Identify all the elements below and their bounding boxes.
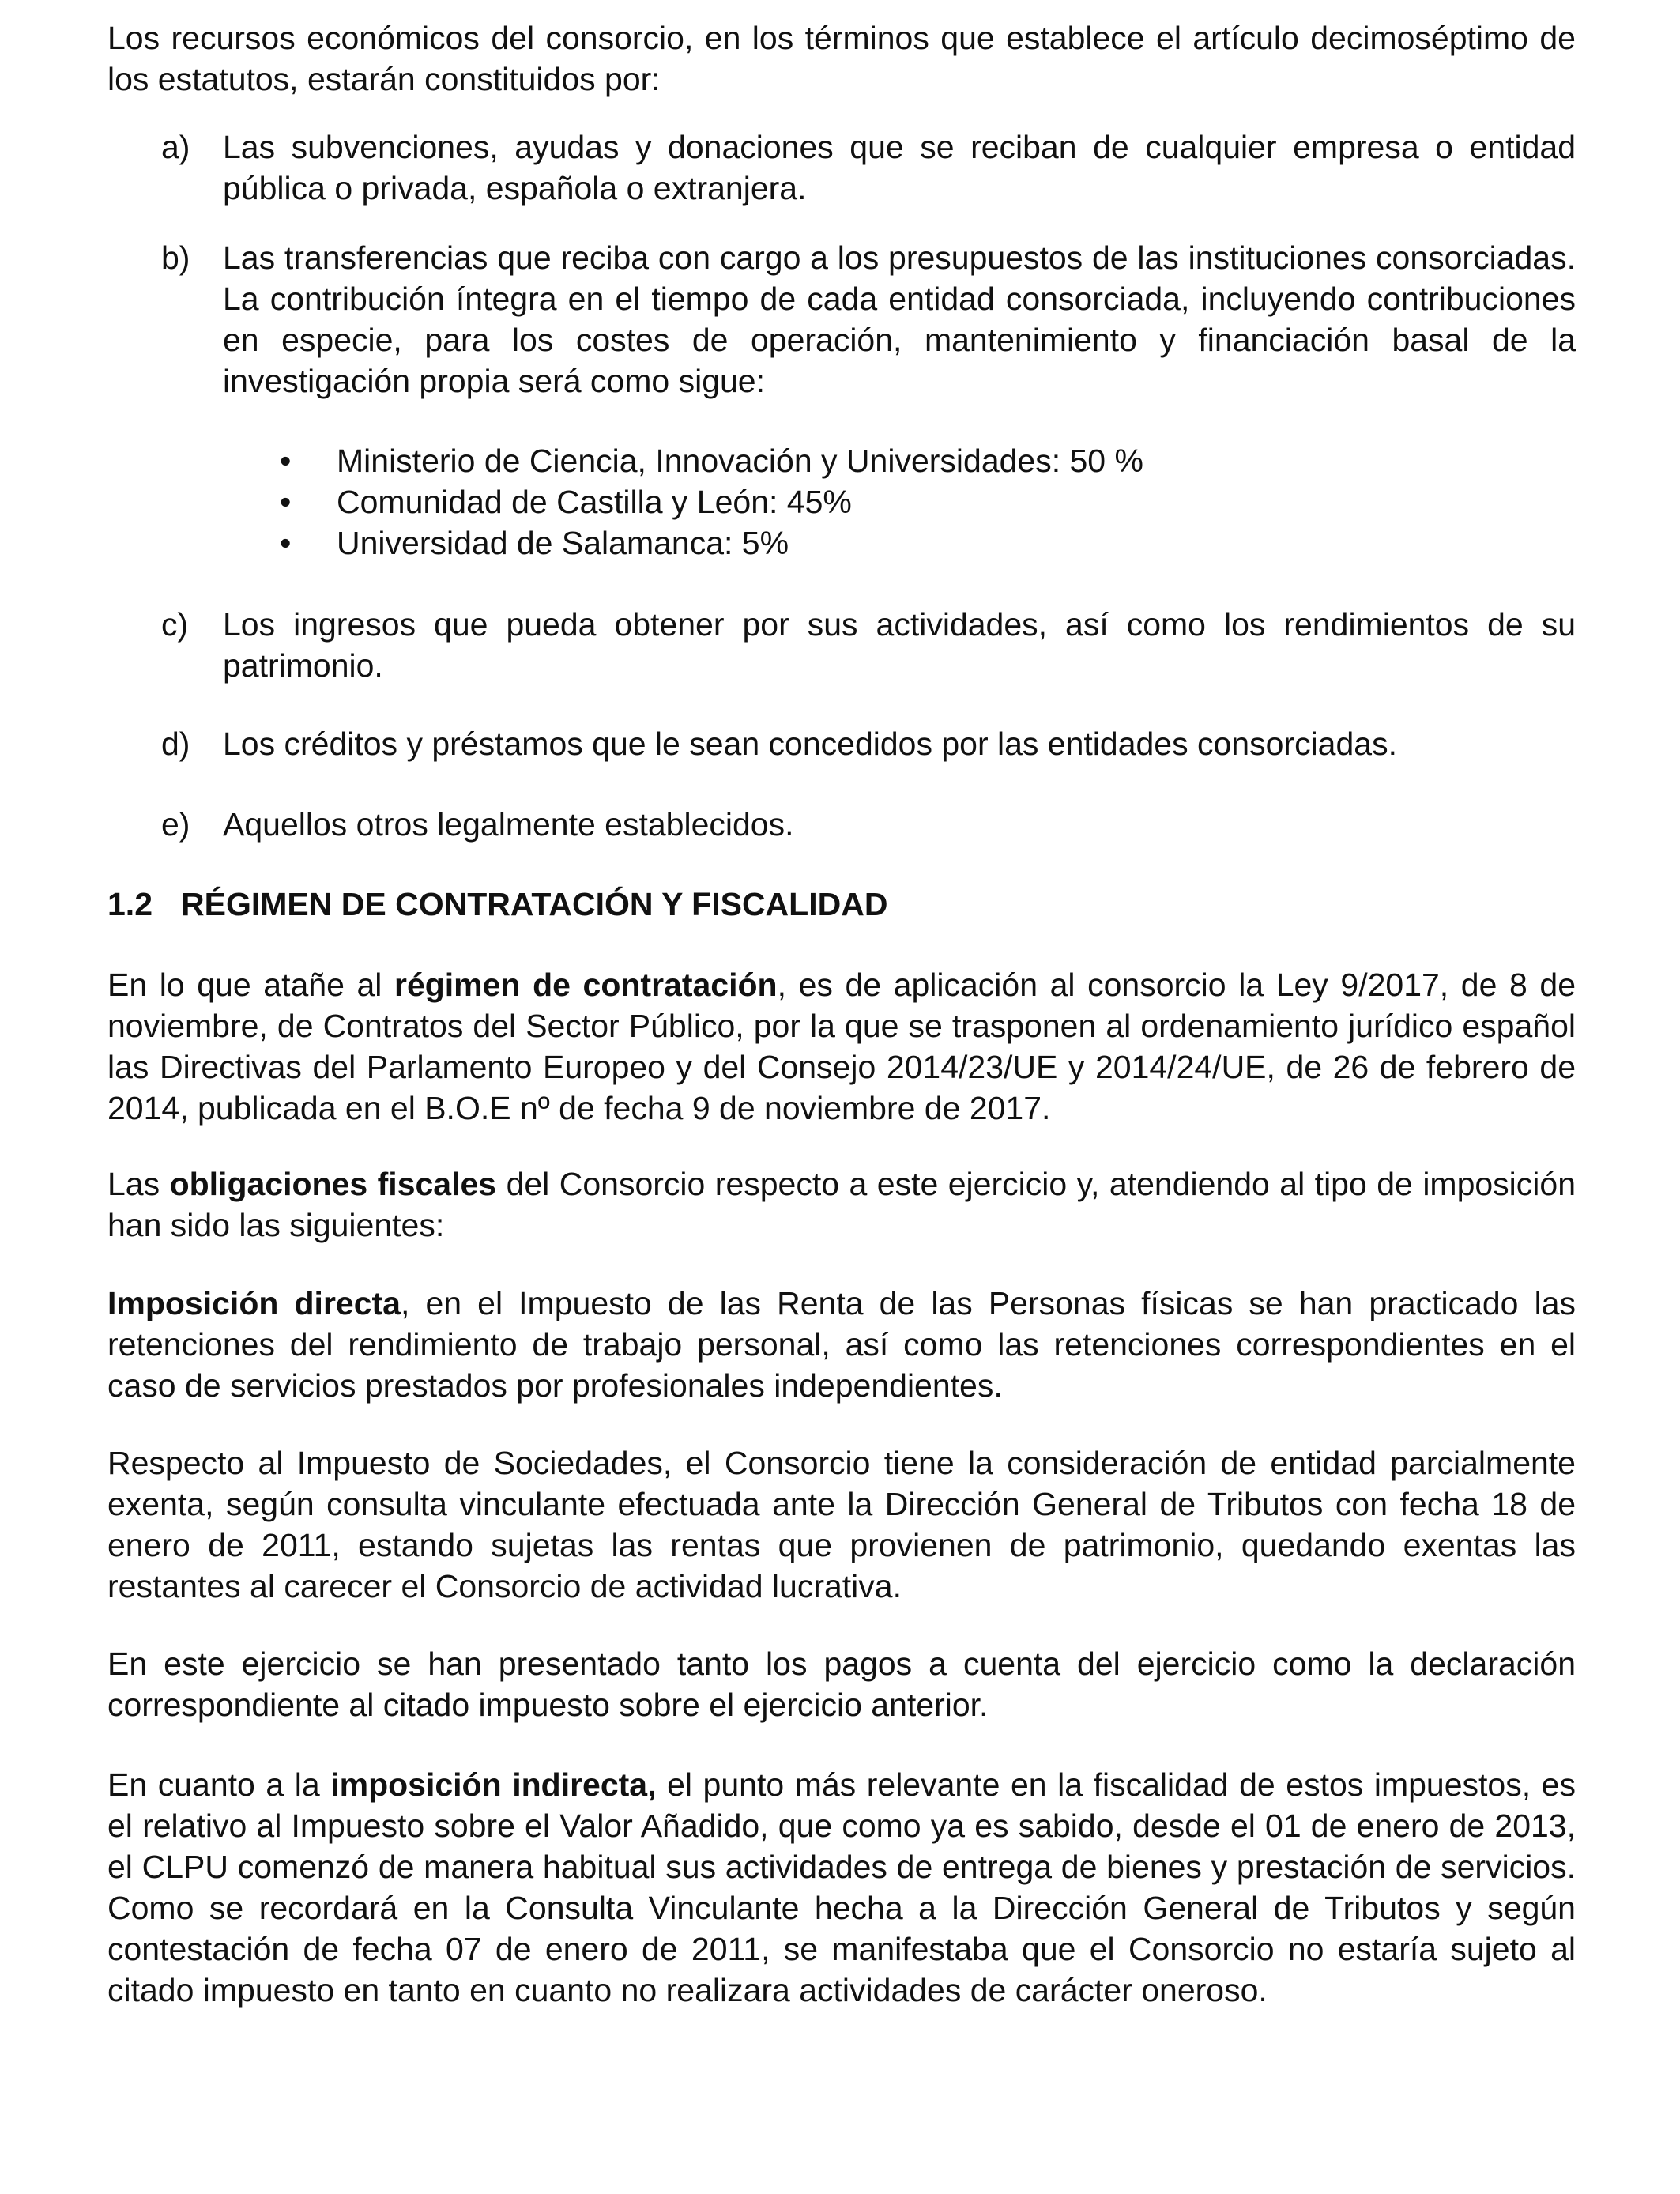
section-title: RÉGIMEN DE CONTRATACIÓN Y FISCALIDAD	[181, 886, 888, 922]
contribution-list	[107, 440, 1576, 564]
list-item-c	[107, 604, 1576, 686]
bold-term: Imposición directa	[107, 1285, 401, 1321]
list-item-text: Las subvenciones, ayudas y donaciones que se reciban de cualquier empresa o entidad pública o privada, española o extranjera.	[223, 129, 1576, 206]
section-number: 1.2	[107, 886, 153, 922]
contribution-item	[107, 481, 1576, 522]
bullet-icon: •	[280, 525, 292, 561]
ejercicio-paragraph: En este ejercicio se han presentado tanto los pagos a cuenta del ejercicio como la declaración correspondiente al citado impuesto sobre el ejercicio anterior.	[107, 1646, 1576, 1723]
list-marker: d)	[161, 726, 190, 762]
section-heading	[107, 884, 1576, 925]
contribution-text: Universidad de Salamanca: 5%	[337, 525, 789, 561]
bold-term: régimen de contratación	[394, 967, 778, 1003]
intro-paragraph: Los recursos económicos del consorcio, en los términos que establece el artículo decimoséptimo de los estatutos, estarán constituidos por:	[107, 20, 1576, 97]
text-run: En cuanto a la	[107, 1766, 331, 1803]
contribution-item	[107, 522, 1576, 564]
bullet-icon: •	[280, 484, 292, 520]
list-marker: b)	[161, 239, 190, 276]
list-item-a	[107, 126, 1576, 209]
text-run: , en el Impuesto de las Renta de las Personas físicas se han practicado las retenciones del rendimiento de trabajo personal, así como las retenciones correspondientes en el caso de servicios prestados por profesionales independientes.	[107, 1285, 1576, 1404]
bold-term: obligaciones fiscales	[169, 1166, 497, 1202]
bullet-icon: •	[280, 443, 292, 479]
indirecta-paragraph	[107, 1764, 1576, 2011]
directa-paragraph	[107, 1283, 1576, 1406]
contribution-item	[107, 440, 1576, 481]
bold-term: imposición indirecta,	[330, 1766, 657, 1803]
contratacion-paragraph	[107, 964, 1576, 1129]
list-item-text: Las transferencias que reciba con cargo a los presupuestos de las instituciones consorciadas. La contribución íntegra en el tiempo de cada entidad consorciada, incluyendo contribuciones en especie, para los costes de operación, mantenimiento y financiación basal de la investigación propia será como sigue:	[223, 239, 1576, 399]
text-run: , es de aplicación al consorcio la Ley 9/2017, de 8 de noviembre, de Contratos del Sector Público, por la que se trasponen al ordenamiento jurídico español las Directivas del Parlamento Europeo y del Consejo 2014/23/UE y 2014/24/UE, de 26 de febrero de 2014, publicada en el B.O.E nº de fecha 9 de noviembre de 2017.	[107, 967, 1576, 1126]
text-run: el punto más relevante en la fiscalidad de estos impuestos, es el relativo al Impuesto sobre el Valor Añadido, que como ya es sabido, desde el 01 de enero de 2013, el CLPU comenzó de manera habitual sus actividades de entrega de bienes y prestación de servicios. Como se recordará en la Consulta Vinculante hecha a la Dirección General de Tributos y según contestación de fecha 07 de enero de 2011, se manifestaba que el Consorcio no estaría sujeto al citado impuesto en tanto en cuanto no realizara actividades de carácter oneroso.	[107, 1766, 1576, 2008]
obligaciones-paragraph	[107, 1163, 1576, 1246]
text-run: Las	[107, 1166, 170, 1202]
list-item-text: Los créditos y préstamos que le sean concedidos por las entidades consorciadas.	[223, 726, 1397, 762]
text-run: del Consorcio respecto a este ejercicio y, atendiendo al tipo de imposición han sido las siguientes:	[107, 1166, 1576, 1243]
contribution-text: Ministerio de Ciencia, Innovación y Universidades: 50 %	[337, 443, 1143, 479]
list-item-b	[107, 237, 1576, 401]
list-item-text: Aquellos otros legalmente establecidos.	[223, 806, 794, 843]
contribution-text: Comunidad de Castilla y León: 45%	[337, 484, 852, 520]
list-marker: a)	[161, 129, 190, 165]
list-item-e	[107, 804, 1576, 845]
list-item-text: Los ingresos que pueda obtener por sus actividades, así como los rendimientos de su patrimonio.	[223, 606, 1576, 684]
text-run: En lo que atañe al	[107, 967, 394, 1003]
list-marker: e)	[161, 806, 190, 843]
sociedades-paragraph: Respecto al Impuesto de Sociedades, el Consorcio tiene la consideración de entidad parcialmente exenta, según consulta vinculante efectuada ante la Dirección General de Tributos con fecha 18 de enero de 2011, estando sujetas las rentas que provienen de patrimonio, quedando exentas las restantes al carecer el Consorcio de actividad lucrativa.	[107, 1445, 1576, 1604]
list-item-d	[107, 723, 1576, 764]
list-marker: c)	[161, 606, 189, 643]
